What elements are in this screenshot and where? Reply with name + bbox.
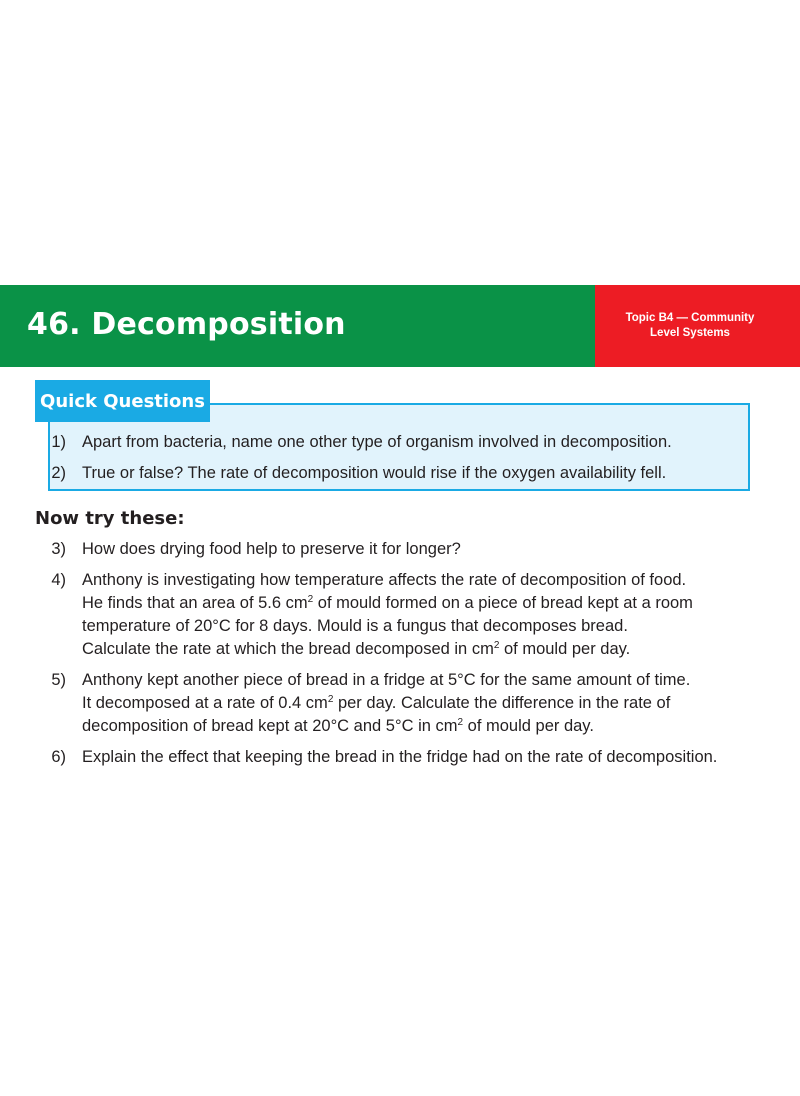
topic-label <box>595 311 785 341</box>
question-text <box>82 569 693 661</box>
question-line: It decomposed at a rate of 0.4 $cm^2$ per day. Calculate the difference in the rate of <box>82 694 671 712</box>
question-line: Anthony kept another piece of bread in a fridge at 5°C for the same amount of time. <box>82 671 691 689</box>
question-number: 2) <box>51 464 66 482</box>
topic-banner <box>595 285 800 367</box>
question-text <box>82 538 461 561</box>
question-line: Calculate the rate at which the bread decomposed in $cm^2$ of mould per day. <box>82 640 631 658</box>
question-text <box>82 746 717 769</box>
question-number: 4) <box>51 571 66 589</box>
question-number: 6) <box>51 748 66 766</box>
question-text: True or false? The rate of decomposition would rise if the oxygen availability fell. <box>82 464 667 482</box>
now-try-list <box>0 538 800 777</box>
question-number: 5) <box>51 671 66 689</box>
question-4 <box>0 569 800 661</box>
now-try-heading: Now try these: <box>35 508 185 529</box>
question-text <box>82 669 690 738</box>
page-title: 46. Decomposition <box>27 307 346 342</box>
quick-questions-label: Quick Questions <box>35 380 210 422</box>
question-number: 3) <box>51 540 66 558</box>
topic-line-2: Level Systems <box>650 327 730 339</box>
question-1 <box>0 427 800 458</box>
question-6 <box>0 746 800 769</box>
title-banner <box>0 285 595 367</box>
quick-questions-list <box>0 427 800 489</box>
question-number: 1) <box>51 433 66 451</box>
question-line: decomposition of bread kept at 20°C and 5°C in $cm^2$ of mould per day. <box>82 717 594 735</box>
question-line: Anthony is investigating how temperature affects the rate of decomposition of food. <box>82 571 687 589</box>
question-line: How does drying food help to preserve it for longer? <box>82 540 461 558</box>
question-2 <box>0 458 800 489</box>
topic-line-1: Topic B4 — Community <box>625 312 755 324</box>
question-line: Explain the effect that keeping the bread in the fridge had on the rate of decomposition. <box>82 748 718 766</box>
page-header <box>0 285 800 367</box>
question-line: He finds that an area of 5.6 $cm^2$ of mould formed on a piece of bread kept at a room <box>82 594 693 612</box>
question-5 <box>0 669 800 738</box>
question-3 <box>0 538 800 561</box>
question-line: temperature of 20°C for 8 days. Mould is a fungus that decomposes bread. <box>82 617 628 635</box>
question-text: Apart from bacteria, name one other type of organism involved in decomposition. <box>82 433 672 451</box>
